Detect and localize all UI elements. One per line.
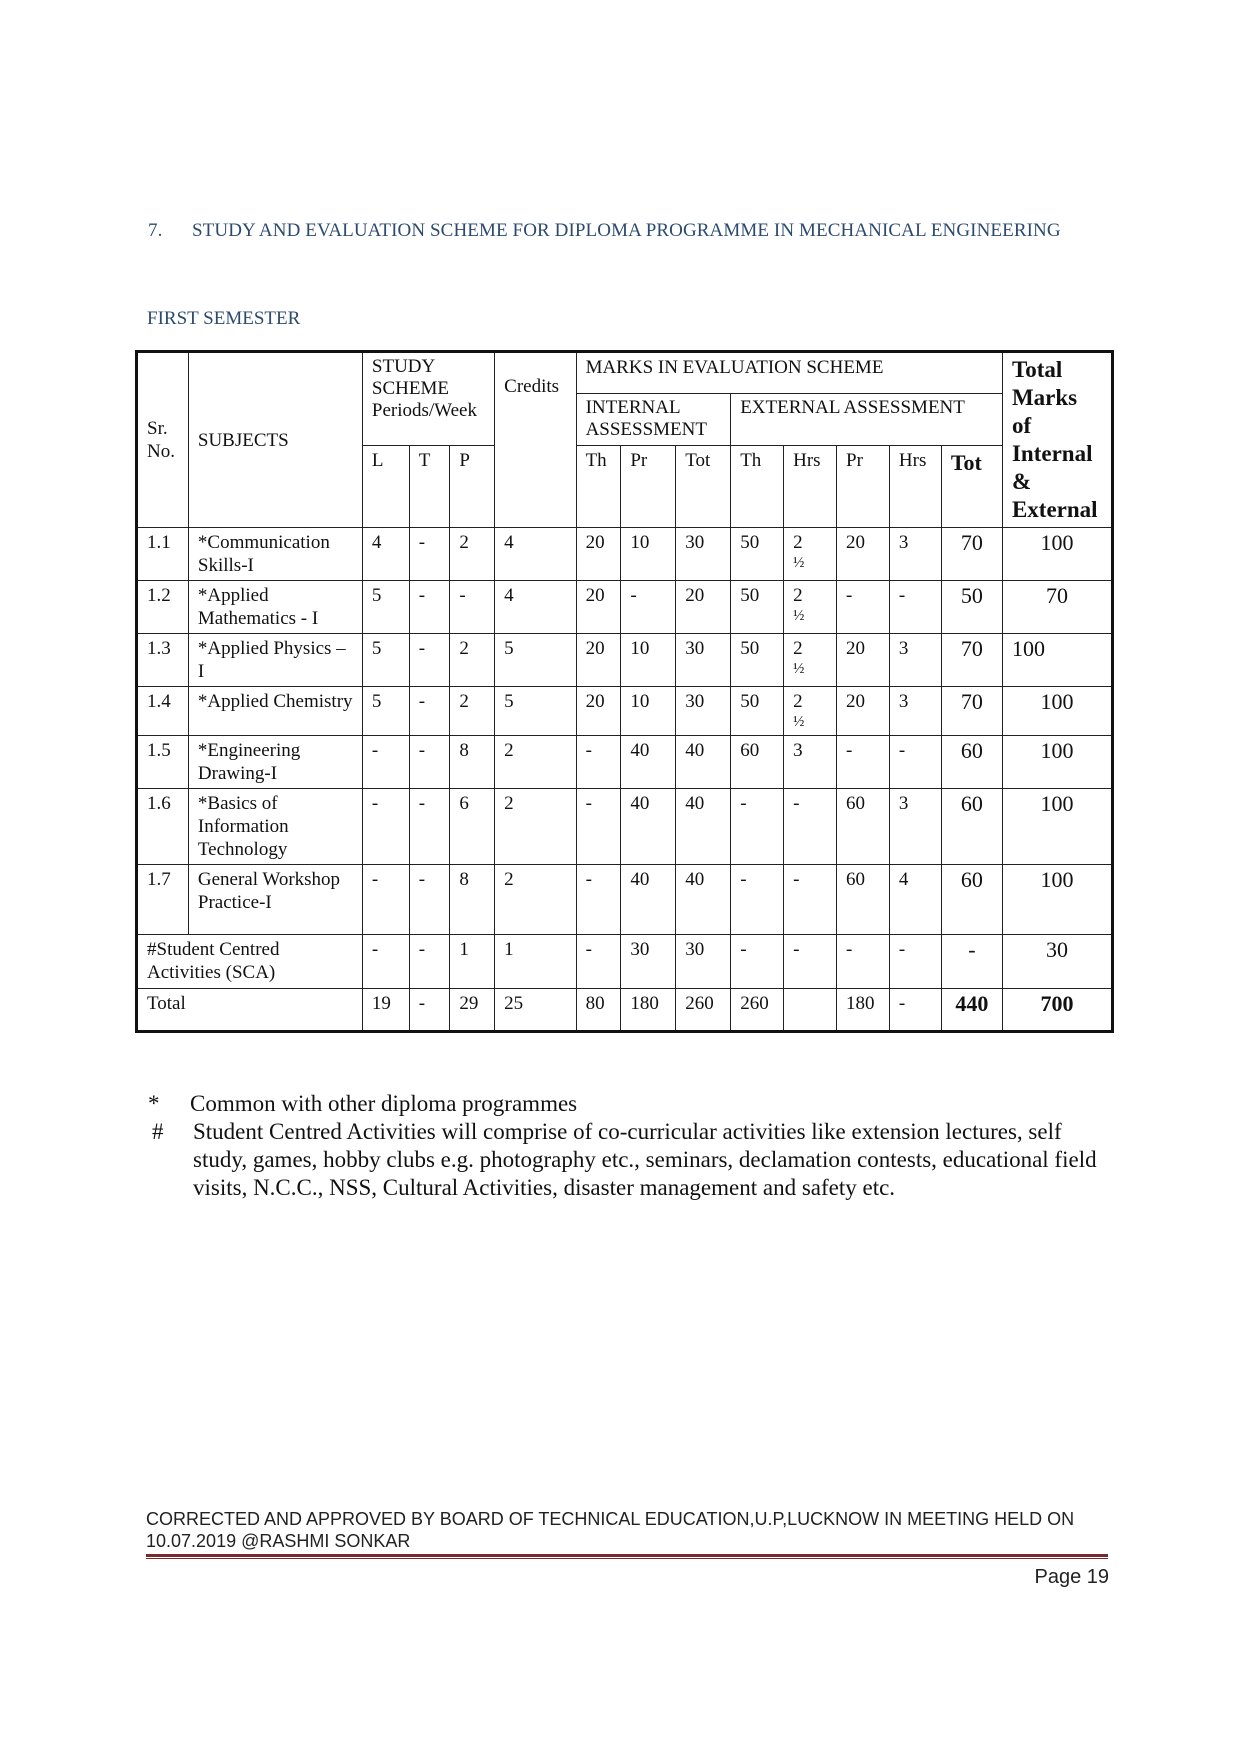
internal-tot: 30	[676, 528, 731, 581]
l: -	[362, 789, 409, 865]
internal-tot: 30	[676, 634, 731, 687]
footnotes	[148, 1090, 1108, 1202]
internal-pr: 40	[621, 736, 676, 789]
p: 2	[450, 634, 495, 687]
note-symbol: #	[152, 1119, 164, 1144]
subject: *Applied Mathematics - I	[188, 581, 362, 634]
header-external-hrs: Hrs	[784, 446, 837, 528]
credits: 1	[495, 935, 576, 989]
credits: 4	[495, 528, 576, 581]
header-sr-no: Sr. No.	[137, 352, 189, 528]
internal-th: 20	[576, 581, 621, 634]
internal-pr: 40	[621, 789, 676, 865]
header-internal: INTERNAL ASSESSMENT	[576, 394, 731, 446]
external-pr: 20	[837, 528, 890, 581]
internal-pr: 180	[621, 989, 676, 1032]
p: 2	[450, 687, 495, 736]
internal-pr: 30	[621, 935, 676, 989]
total-marks: 100	[1002, 634, 1112, 687]
hrs-whole: 2	[793, 585, 803, 606]
note-sca	[148, 1118, 1108, 1202]
external-th: 50	[731, 634, 784, 687]
t: -	[409, 736, 450, 789]
header-subjects: SUBJECTS	[188, 352, 362, 528]
internal-tot: 30	[676, 935, 731, 989]
internal-th: 20	[576, 634, 621, 687]
table-row	[137, 634, 1113, 687]
p: 1	[450, 935, 495, 989]
external-th: -	[731, 935, 784, 989]
external-tot: 60	[941, 789, 1002, 865]
page-number: Page 19	[1034, 1566, 1109, 1588]
external-th: 60	[731, 736, 784, 789]
subject: *Engineering Drawing-I	[188, 736, 362, 789]
p: -	[450, 581, 495, 634]
internal-tot: 40	[676, 789, 731, 865]
credits: 5	[495, 634, 576, 687]
internal-tot: 40	[676, 736, 731, 789]
internal-th: 80	[576, 989, 621, 1032]
internal-pr: 10	[621, 687, 676, 736]
credits: 4	[495, 581, 576, 634]
hrs-fraction: ½	[793, 714, 805, 730]
hrs-whole: 2	[793, 638, 803, 659]
semester-title: FIRST SEMESTER	[147, 308, 301, 329]
l: -	[362, 865, 409, 935]
l: 19	[362, 989, 409, 1032]
internal-pr: 40	[621, 865, 676, 935]
section-title: STUDY AND EVALUATION SCHEME FOR DIPLOMA PROGRAMME IN MECHANICAL ENGINEERING	[192, 220, 1061, 241]
t: -	[409, 634, 450, 687]
external-hrs: 4	[889, 865, 941, 935]
external-pr: 20	[837, 687, 890, 736]
external-th: 50	[731, 687, 784, 736]
internal-pr: -	[621, 581, 676, 634]
internal-th: -	[576, 935, 621, 989]
sr-no: 1.2	[137, 581, 189, 634]
hrs-whole: 2	[793, 532, 803, 553]
external-hrs	[784, 581, 837, 634]
subject: *Applied Chemistry	[188, 687, 362, 736]
credits: 5	[495, 687, 576, 736]
external-tot: 60	[941, 865, 1002, 935]
total-marks: 100	[1002, 687, 1112, 736]
external-pr: 180	[837, 989, 890, 1032]
header-external-pr: Pr	[837, 446, 890, 528]
header-internal-th: Th	[576, 446, 621, 528]
external-hrs: -	[889, 581, 941, 634]
internal-tot: 30	[676, 687, 731, 736]
header-total-marks: Total Marks of Internal & External	[1002, 352, 1112, 528]
sr-no: 1.4	[137, 687, 189, 736]
table-row	[137, 865, 1113, 935]
p: 6	[450, 789, 495, 865]
external-tot: 50	[941, 581, 1002, 634]
header-external-tot: Tot	[941, 446, 1002, 528]
total-marks: 30	[1002, 935, 1112, 989]
external-hrs: -	[889, 935, 941, 989]
hrs-fraction: ½	[793, 608, 805, 624]
external-pr: -	[837, 581, 890, 634]
header-external: EXTERNAL ASSESSMENT	[731, 394, 1003, 446]
external-hrs: 3	[889, 528, 941, 581]
external-pr: 60	[837, 865, 890, 935]
l: 4	[362, 528, 409, 581]
total-marks: 100	[1002, 736, 1112, 789]
l: -	[362, 935, 409, 989]
external-tot: 440	[941, 989, 1002, 1032]
hrs-fraction: ½	[793, 555, 805, 571]
external-th: -	[731, 865, 784, 935]
internal-th: 20	[576, 687, 621, 736]
sca-row	[137, 935, 1113, 989]
credits: 25	[495, 989, 576, 1032]
hrs-whole: -	[793, 793, 800, 814]
t: -	[409, 865, 450, 935]
subject: *Communication Skills-I	[188, 528, 362, 581]
l: 5	[362, 581, 409, 634]
footer-line-1: CORRECTED AND APPROVED BY BOARD OF TECHNICAL EDUCATION,U.P,LUCKNOW IN MEETING HELD ON	[146, 1509, 1075, 1529]
sca-label: #Student Centred Activities (SCA)	[137, 935, 363, 989]
external-hrs: -	[889, 736, 941, 789]
hrs-whole: 3	[793, 740, 803, 761]
note-text: Student Centred Activities will comprise of co-curricular activities like extension lectures, self study, games, hobby clubs e.g. photography etc., seminars, declamation contests, educational field visits, N.C.C., NSS, Cultural Activities, disaster management and safety etc.	[193, 1119, 1097, 1200]
l: 5	[362, 634, 409, 687]
header-internal-pr: Pr	[621, 446, 676, 528]
note-common	[148, 1090, 1108, 1118]
internal-pr: 10	[621, 634, 676, 687]
t: -	[409, 581, 450, 634]
table-row	[137, 687, 1113, 736]
header-external-hrs: Hrs	[889, 446, 941, 528]
hrs-whole: 2	[793, 691, 803, 712]
section-heading	[148, 220, 1061, 242]
external-tot: 70	[941, 528, 1002, 581]
section-number: 7.	[148, 220, 163, 241]
external-hrs: 3	[889, 687, 941, 736]
external-pr: 60	[837, 789, 890, 865]
internal-th: 20	[576, 528, 621, 581]
t: -	[409, 528, 450, 581]
internal-th: -	[576, 736, 621, 789]
external-tot: 70	[941, 687, 1002, 736]
external-hrs: -	[889, 989, 941, 1032]
total-marks: 100	[1002, 865, 1112, 935]
header-external-th: Th	[731, 446, 784, 528]
p: 29	[450, 989, 495, 1032]
header-l: L	[362, 446, 409, 528]
external-hrs	[784, 789, 837, 865]
sr-no: 1.1	[137, 528, 189, 581]
internal-th: -	[576, 789, 621, 865]
credits: 2	[495, 789, 576, 865]
external-hrs	[784, 989, 837, 1032]
subject: *Applied Physics – I	[188, 634, 362, 687]
external-th: -	[731, 789, 784, 865]
t: -	[409, 989, 450, 1032]
external-pr: -	[837, 935, 890, 989]
header-t: T	[409, 446, 450, 528]
external-tot: 70	[941, 634, 1002, 687]
t: -	[409, 789, 450, 865]
p: 2	[450, 528, 495, 581]
header-marks: MARKS IN EVALUATION SCHEME	[576, 352, 1002, 394]
total-label: Total	[137, 989, 363, 1032]
table-row	[137, 528, 1113, 581]
total-marks: 100	[1002, 528, 1112, 581]
approval-footer	[146, 1508, 1106, 1552]
external-th: 50	[731, 528, 784, 581]
credits: 2	[495, 865, 576, 935]
sr-no: 1.6	[137, 789, 189, 865]
header-credits: Credits	[495, 352, 576, 528]
total-row	[137, 989, 1113, 1032]
external-pr: 20	[837, 634, 890, 687]
total-marks: 700	[1002, 989, 1112, 1032]
internal-tot: 40	[676, 865, 731, 935]
hrs-whole: -	[793, 869, 800, 890]
internal-pr: 10	[621, 528, 676, 581]
external-hrs	[784, 634, 837, 687]
subject: General Workshop Practice-I	[188, 865, 362, 935]
evaluation-scheme-table	[135, 350, 1114, 1033]
sr-no: 1.3	[137, 634, 189, 687]
p: 8	[450, 736, 495, 789]
internal-tot: 20	[676, 581, 731, 634]
internal-tot: 260	[676, 989, 731, 1032]
header-row	[137, 352, 1113, 394]
note-symbol: *	[148, 1091, 160, 1116]
total-marks: 100	[1002, 789, 1112, 865]
external-th: 50	[731, 581, 784, 634]
external-hrs: -	[784, 935, 837, 989]
external-hrs	[784, 687, 837, 736]
t: -	[409, 935, 450, 989]
external-hrs: 3	[889, 634, 941, 687]
table-row	[137, 736, 1113, 789]
credits: 2	[495, 736, 576, 789]
l: -	[362, 736, 409, 789]
external-tot: 60	[941, 736, 1002, 789]
header-study-scheme: STUDY SCHEME Periods/Week	[362, 352, 494, 446]
hrs-fraction: ½	[793, 661, 805, 677]
external-pr: -	[837, 736, 890, 789]
external-tot: -	[941, 935, 1002, 989]
subject: *Basics of Information Technology	[188, 789, 362, 865]
table-row	[137, 789, 1113, 865]
t: -	[409, 687, 450, 736]
sr-no: 1.5	[137, 736, 189, 789]
footer-divider	[146, 1554, 1108, 1559]
footer-line-2: 10.07.2019 @RASHMI SONKAR	[146, 1531, 411, 1551]
l: 5	[362, 687, 409, 736]
external-hrs: 3	[889, 789, 941, 865]
external-hrs	[784, 865, 837, 935]
table-row	[137, 581, 1113, 634]
sr-no: 1.7	[137, 865, 189, 935]
total-marks: 70	[1002, 581, 1112, 634]
p: 8	[450, 865, 495, 935]
external-hrs	[784, 528, 837, 581]
header-p: P	[450, 446, 495, 528]
note-text: Common with other diploma programmes	[190, 1091, 578, 1116]
internal-th: -	[576, 865, 621, 935]
header-internal-tot: Tot	[676, 446, 731, 528]
external-hrs	[784, 736, 837, 789]
external-th: 260	[731, 989, 784, 1032]
